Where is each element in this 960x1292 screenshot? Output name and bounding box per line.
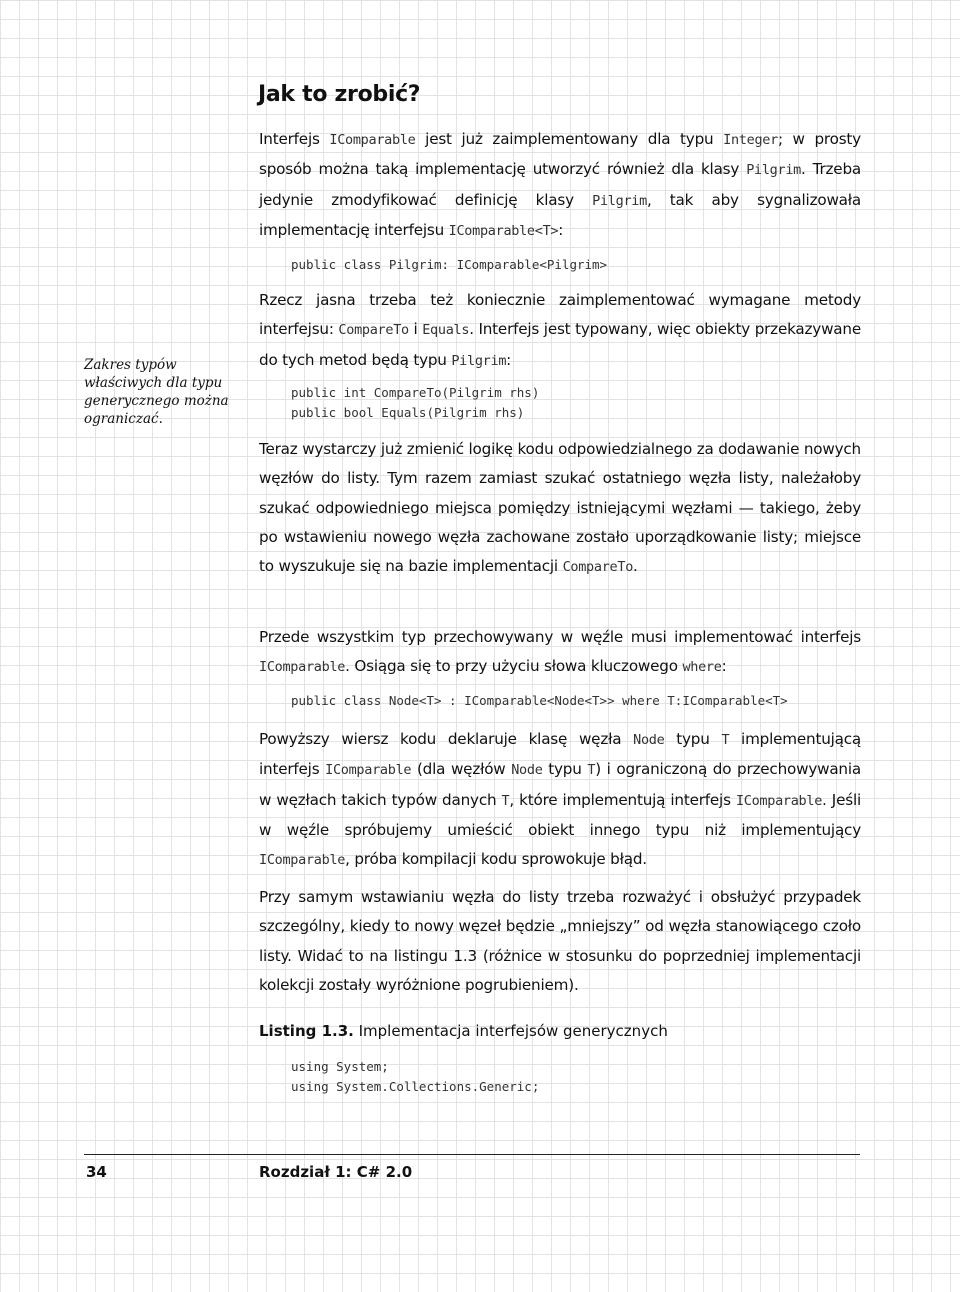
inline-code: Pilgrim	[746, 162, 801, 179]
inline-code: Pilgrim	[451, 352, 507, 369]
listing-title: Implementacja interfejsów generycznych	[353, 1022, 668, 1040]
inline-code: Pilgrim	[592, 192, 647, 209]
inline-code: where	[682, 659, 722, 676]
margin-note: Zakres typów właściwych dla typu generycznego można ograniczać.	[84, 357, 229, 427]
paragraph: Przede wszystkim typ przechowywany w węźle musi implementować interfejs IComparable. Osiąga się to przy użyciu słowa kluczowego where:	[259, 628, 861, 676]
paragraph: Powyższy wiersz kodu deklaruje klasę węzła Node typu T implementującą interfejs IComparable (dla węzłów Node typu T) i ograniczoną do przechowywania w węzłach takich typów danych T, które implementują interfejs IComparable. Jeśli w węźle spróbujemy umieścić obiekt innego typu niż implementujący IComparable, próba kompilacji kodu sprowokuje błąd.	[259, 730, 862, 869]
inline-code: IComparable	[329, 132, 416, 148]
page-number: 34	[86, 1163, 107, 1181]
code-block: public class Pilgrim: IComparable<Pilgrim>	[291, 257, 608, 272]
paragraph: Teraz wystarczy już zmienić logikę kodu odpowiedzialnego za dodawanie nowych węzłów do listy. Tym razem zamiast szukać ostatniego węzła listy, należałoby szukać odpowiedniego miejsca pomiędzy istniejącymi węzłami — takiego, żeby po wstawieniu nowego węzła zachowane zostało uporządkowanie listy; miejsce to wyszukuje się na bazie implementacji CompareTo.	[259, 440, 861, 576]
inline-code: T	[587, 762, 596, 779]
listing-caption	[259, 1022, 668, 1040]
inline-code: CompareTo	[562, 559, 634, 576]
inline-code: IComparable	[259, 659, 346, 676]
listing-code: using System; using System.Collections.Generic;	[291, 1059, 540, 1094]
inline-code: IComparable	[735, 792, 823, 809]
footer-divider	[84, 1154, 860, 1155]
inline-code: Integer	[723, 132, 778, 148]
running-footer-chapter: Rozdział 1: C# 2.0	[259, 1163, 413, 1181]
inline-code: IComparable	[325, 762, 412, 779]
inline-code: Node	[511, 762, 543, 779]
inline-code: T	[501, 792, 510, 809]
inline-code: Node	[633, 732, 665, 748]
paragraph: Rzecz jasna trzeba też koniecznie zaimplementować wymagane metody interfejsu: CompareTo i Equals. Interfejs jest typowany, więc obiekty przekazywane do tych metod będą typu Pilgrim:	[259, 291, 861, 369]
inline-code: CompareTo	[338, 322, 409, 339]
paragraph: Interfejs IComparable jest już zaimplementowany dla typu Integer; w prosty sposób można taką implementację utworzyć również dla klasy Pilgrim. Trzeba jedynie zmodyfikować definicję klasy Pilgrim, tak aby sygnalizowała implementację interfejsu IComparable<T>:	[259, 130, 861, 239]
listing-label: Listing 1.3.	[259, 1022, 354, 1040]
section-heading: Jak to zrobić?	[258, 82, 421, 107]
inline-code: IComparable	[259, 852, 346, 869]
inline-code: Equals	[422, 322, 470, 339]
inline-code: T	[721, 732, 730, 748]
paragraph: Przy samym wstawianiu węzła do listy trzeba rozważyć i obsłużyć przypadek szczególny, kiedy to nowy węzeł będzie „mniejszy” od węzła stanowiącego czoło listy. Widać to na listingu 1.3 (różnice w stosunku do poprzedniej implementacji kolekcji zostały wyróżnione pogrubieniem).	[259, 888, 861, 994]
code-block: public class Node<T> : IComparable<Node<T>> where T:IComparable<T>	[291, 693, 788, 708]
inline-code: IComparable<T>	[448, 222, 559, 239]
code-block: public int CompareTo(Pilgrim rhs) public bool Equals(Pilgrim rhs)	[291, 385, 540, 420]
